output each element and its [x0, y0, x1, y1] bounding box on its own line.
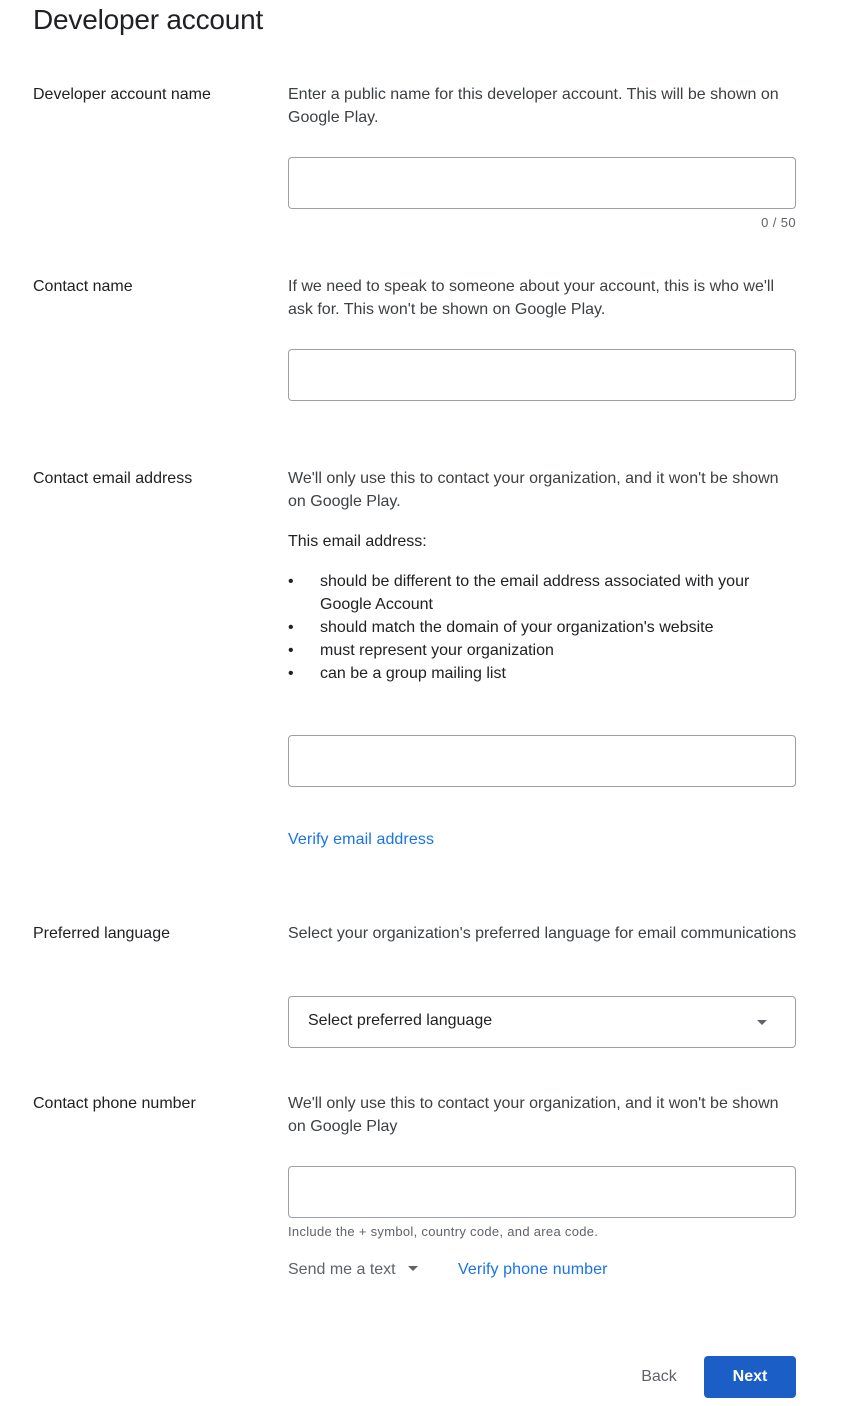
developer-account-name-description: [288, 83, 798, 129]
developer-account-name-input[interactable]: [288, 157, 796, 209]
next-button[interactable]: Next: [704, 1356, 796, 1398]
preferred-language-description-text: Select your organization's preferred language for email communications: [288, 925, 797, 942]
developer-account-name-label: Developer account name: [33, 86, 211, 103]
back-button[interactable]: Back: [624, 1357, 694, 1397]
send-method-label: Send me a text: [288, 1261, 396, 1278]
contact-email-description-text: We'll only use this to contact your organization, and it won't be shown on Google Play.: [288, 470, 779, 510]
contact-phone-label: Contact phone number: [33, 1095, 196, 1112]
contact-phone-description-text: We'll only use this to contact your organization, and it won't be shown on Google Play: [288, 1095, 779, 1135]
arrow-drop-down-icon: [757, 1020, 767, 1025]
preferred-language-description: [288, 922, 798, 945]
contact-name-description-text: If we need to speak to someone about your account, this is who we'll ask for. This won't be shown on Google Play.: [288, 278, 774, 318]
contact-email-description: [288, 467, 798, 685]
contact-phone-input[interactable]: [288, 1166, 796, 1218]
preferred-language-select[interactable]: [288, 996, 796, 1048]
email-requirements-list: [288, 570, 798, 685]
preferred-language-selected: Select preferred language: [308, 1012, 493, 1029]
verify-phone-link[interactable]: Verify phone number: [458, 1261, 608, 1278]
email-requirement-item: • should match the domain of your organization's website: [288, 616, 798, 639]
page-title: Developer account: [33, 4, 264, 35]
contact-name-input[interactable]: [288, 349, 796, 401]
phone-helper-text: Include the + symbol, country code, and area code.: [288, 1224, 599, 1239]
email-requirement-item: • must represent your organization: [288, 639, 798, 662]
arrow-drop-down-icon: [408, 1266, 418, 1271]
contact-email-label: Contact email address: [33, 470, 193, 487]
email-requirement-item: • should be different to the email address associated with your Google Account: [288, 570, 798, 616]
character-counter: 0 / 50: [761, 215, 796, 230]
preferred-language-label: Preferred language: [33, 925, 170, 942]
contact-email-input[interactable]: [288, 735, 796, 787]
verify-email-link[interactable]: Verify email address: [288, 831, 435, 848]
developer-account-name-description-text: Enter a public name for this developer account. This will be shown on Google Play.: [288, 86, 779, 126]
contact-name-label: Contact name: [33, 278, 133, 295]
contact-phone-description: [288, 1092, 798, 1138]
email-requirement-item: • can be a group mailing list: [288, 662, 798, 685]
contact-name-description: [288, 275, 798, 321]
contact-email-intro: This email address:: [288, 533, 427, 550]
send-method-dropdown[interactable]: [288, 1261, 418, 1279]
